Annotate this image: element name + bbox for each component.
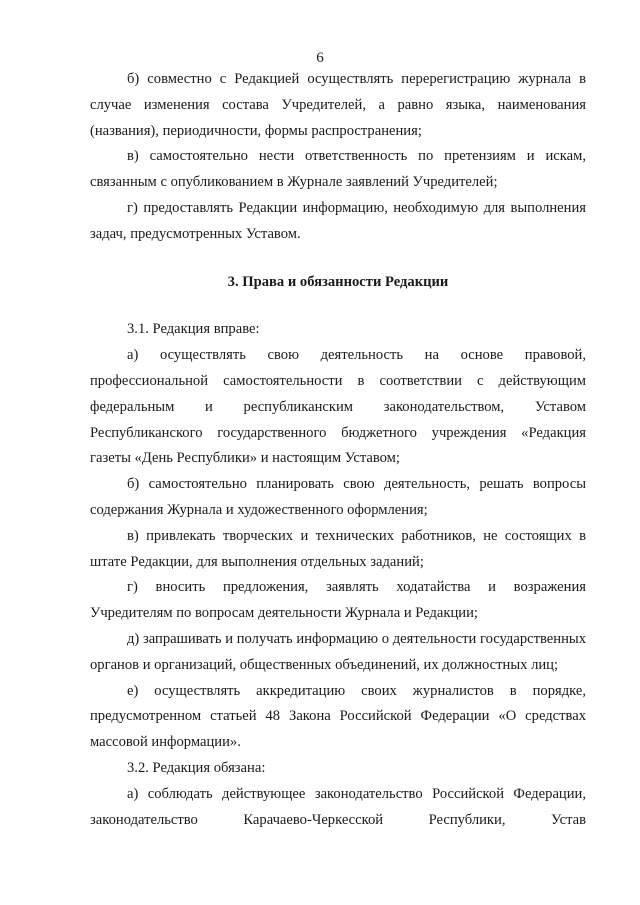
document-body (90, 67, 586, 833)
clause-3-1-g: г) вносить предложения, заявлять ходатайства и возражения Учредителям по вопросам деятельности Журнала и Редакции; (90, 579, 586, 622)
clause-3-1-d: д) запрашивать и получать информацию о деятельности государственных органов и организаций, общественных объединений, их должностных лиц; (90, 630, 586, 673)
clause-3-1-b: б) самостоятельно планировать свою деятельность, решать вопросы содержания Журнала и художественного оформления; (90, 476, 586, 518)
clause-3-1-e: е) осуществлять аккредитацию своих журналистов в порядке, предусмотренном статьей 48 Закона Российской Федерации «О средствах массовой информации». (90, 682, 586, 751)
paragraph-v-responsibility: в) самостоятельно нести ответственность по претензиям и искам, связанным с опубликованием в Журнале заявлений Учредителей; (90, 148, 586, 191)
clause-3-1-heading: 3.1. Редакция вправе: (127, 321, 260, 338)
paragraph-g-information: г) предоставлять Редакции информацию, необходимую для выполнения задач, предусмотренных Уставом. (90, 199, 586, 242)
clause-3-1-v: в) привлекать творческих и технических работников, не состоящих в штате Редакции, для выполнения отдельных заданий; (90, 527, 586, 570)
clause-3-1-a: а) осуществлять свою деятельность на основе правовой, профессиональной самостоятельности в соответствии с действующим федеральным и республиканским законодательством, Уставом Республиканского государственного бюджетного учреждения «Редакция газеты «День Республики» и настоящим Уставом; (90, 347, 586, 467)
section-title: 3. Права и обязанности Редакции (227, 273, 449, 290)
page-number: 6 (316, 50, 324, 66)
paragraph-b-reregistration: б) совместно с Редакцией осуществлять перерегистрацию журнала в случае изменения состава Учредителей, а равно языка, наименования (названия), периодичности, формы распространения; (90, 71, 586, 139)
clause-3-2-a: а) соблюдать действующее законодательство Российской Федерации, законодательство Карачаево-Черкесской Республики, Устав (90, 785, 586, 828)
clause-3-2-heading: 3.2. Редакция обязана: (127, 759, 266, 776)
